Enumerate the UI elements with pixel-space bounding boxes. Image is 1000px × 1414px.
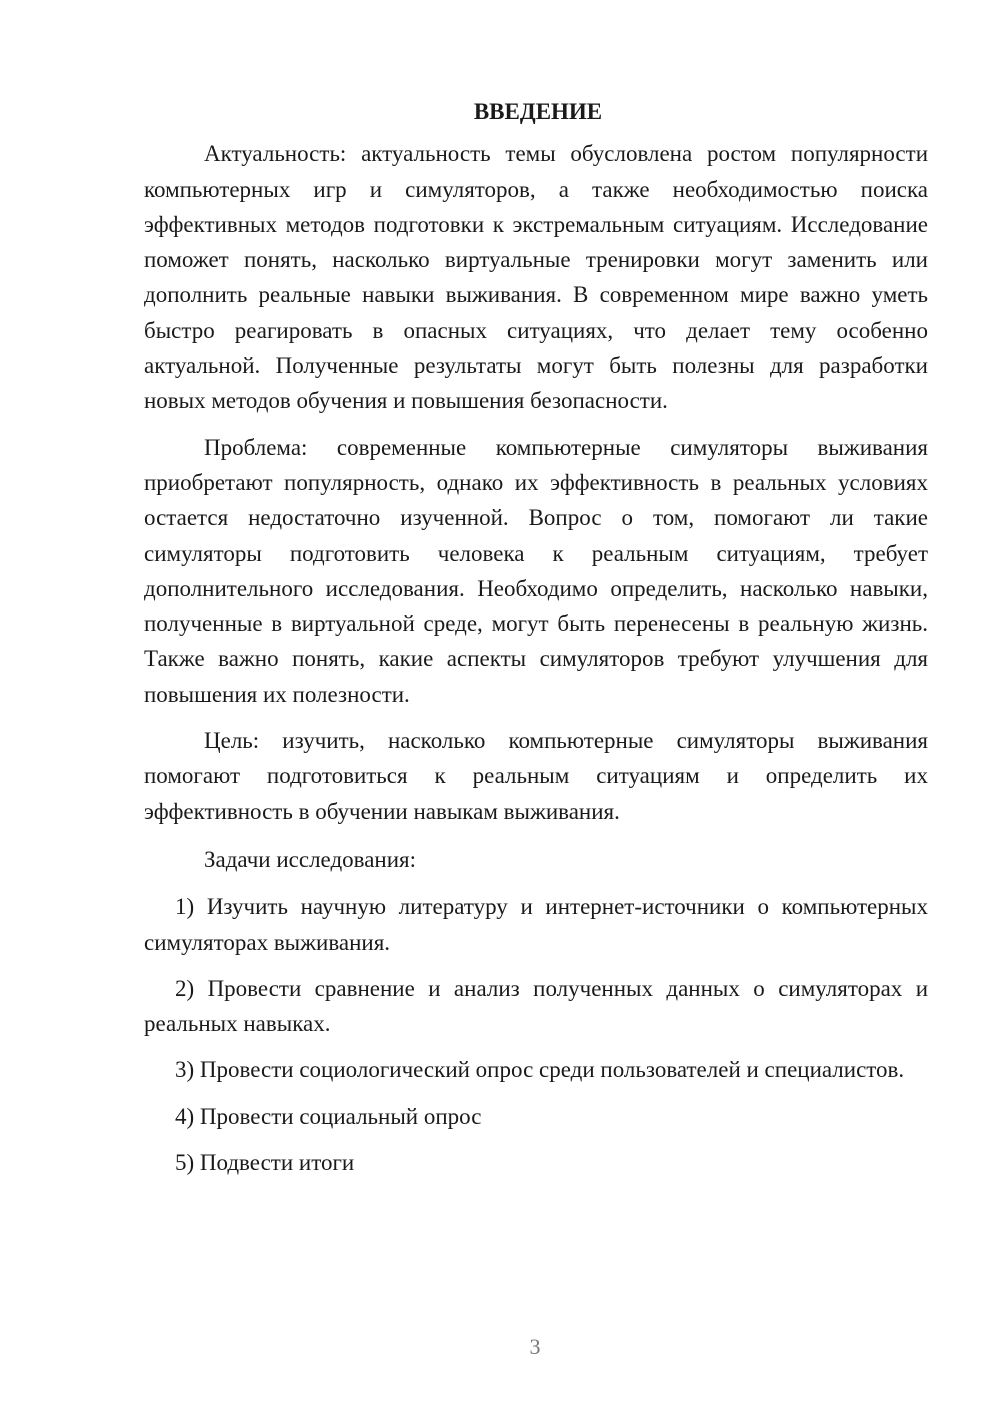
task-item-4: 4) Провести социальный опрос — [175, 1103, 482, 1129]
paragraph-goal: Цель: изучить, насколько компьютерные симуляторы выживания помогают подготовиться к реальным ситуациям и определить их эффективность в обучении навыкам выживания. — [144, 728, 928, 824]
document-page — [144, 94, 928, 1191]
paragraph-relevance: Актуальность: актуальность темы обусловлена ростом популярности компьютерных игр и симуляторов, а также необходимостью поиска эффективных методов подготовки к экстремальным ситуациям. Исследование поможет понять, насколько виртуальные тренировки могут заменить или дополнить реальные навыки выживания. В современном мире важно уметь быстро реагировать в опасных ситуациях, что делает тему особенно актуальной. Полученные результаты могут быть полезны для разработки новых методов обучения и повышения безопасности. — [144, 141, 928, 414]
task-item-3: 3) Провести социологический опрос среди пользователей и специалистов. — [175, 1057, 905, 1083]
tasks-list — [144, 889, 928, 1180]
page-number: 3 — [529, 1334, 541, 1359]
task-item-5: 5) Подвести итоги — [175, 1150, 355, 1176]
section-title: ВВЕДЕНИЕ — [473, 99, 603, 124]
paragraph-problem: Проблема: современные компьютерные симуляторы выживания приобретают популярность, однако их эффективность в реальных условиях остается недостаточно изученной. Вопрос о том, помогают ли такие симуляторы подготовить человека к реальным ситуациям, требует дополнительного исследования. Необходимо определить, насколько навыки, полученные в виртуальной среде, могут быть перенесены в реальную жизнь. Также важно понять, какие аспекты симуляторов требуют улучшения для повышения их полезности. — [144, 434, 928, 707]
task-item-1: 1) Изучить научную литературу и интернет-источники о компьютерных симуляторах выживания. — [144, 894, 928, 955]
task-item-2: 2) Провести сравнение и анализ полученных данных о симуляторах и реальных навыках. — [144, 975, 928, 1037]
tasks-heading: Задачи исследования: — [204, 846, 417, 872]
